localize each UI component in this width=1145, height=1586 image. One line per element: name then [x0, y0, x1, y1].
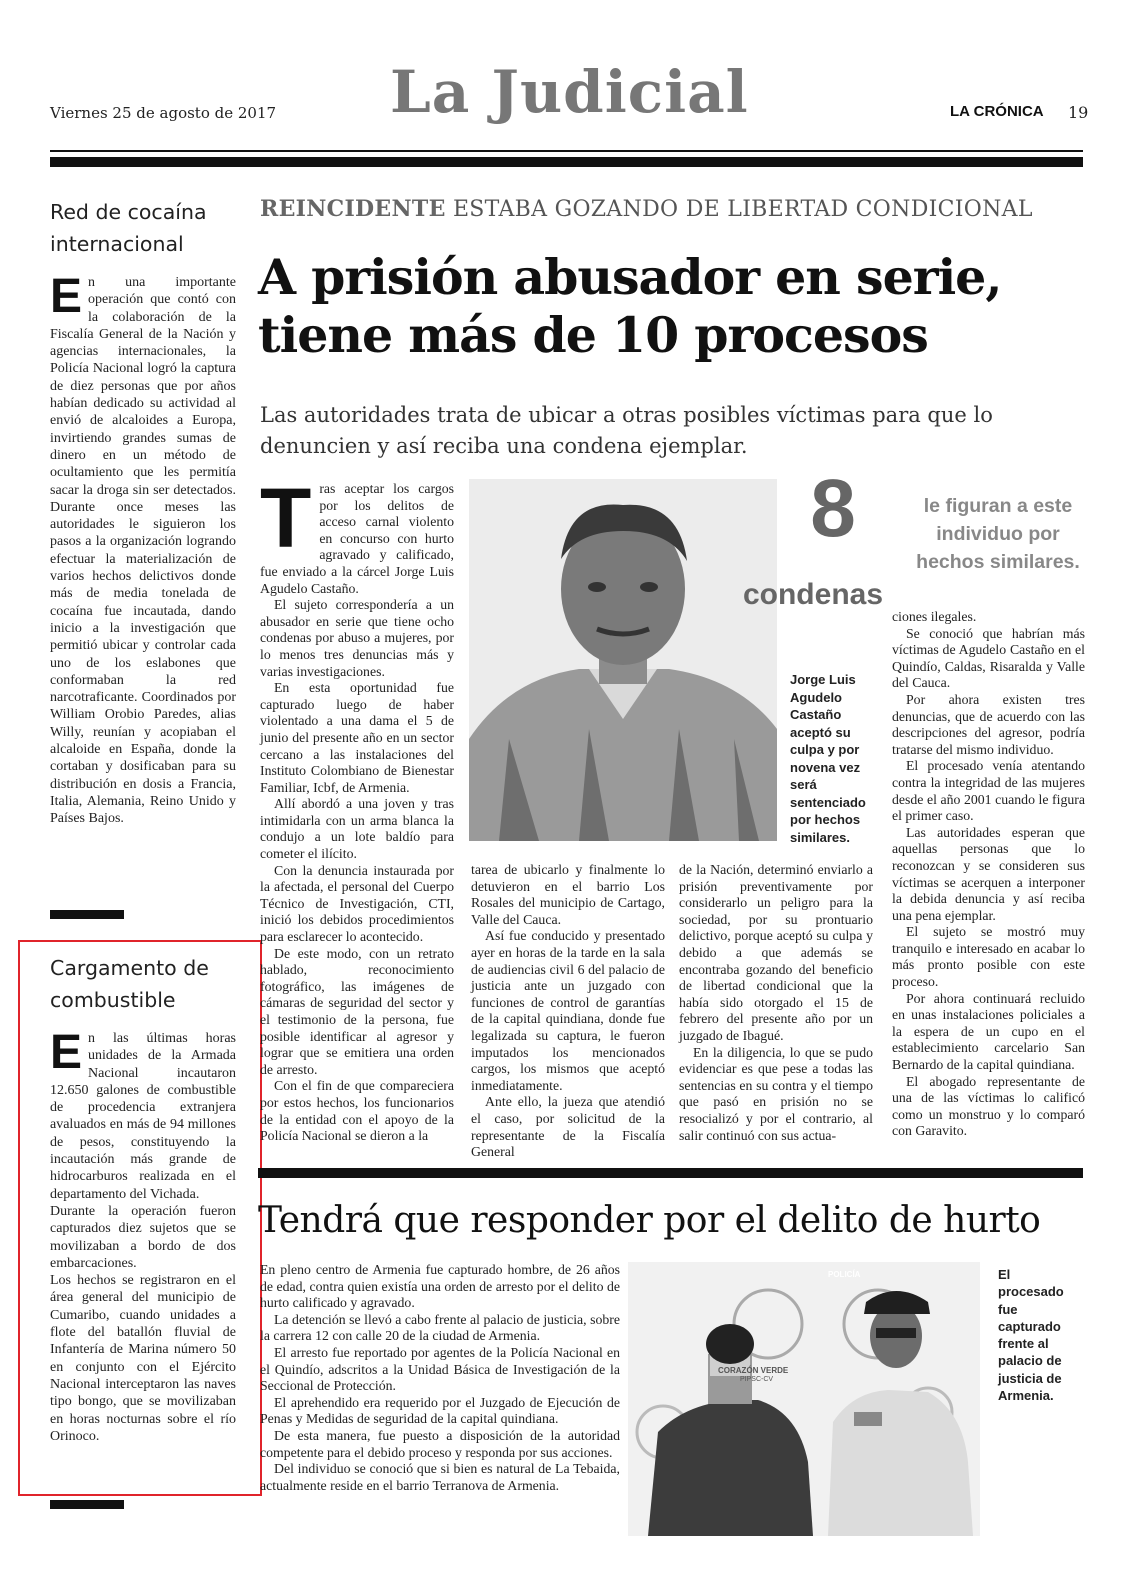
arrest-photo-caption: El procesado fue capturado frente al palacio de justicia de Armenia. [998, 1267, 1064, 1404]
banner-left-text: CORAZÓN VERDE [718, 1366, 789, 1375]
sidebar-story1-text: n una importante operación que contó con la colaboración de la Fiscalía General de la Nación y agencias internacionales, la Policía Nacional logró la captura de diez personas que por años habían dedicado su actividad al envió de alcaloides a Europa, invirtiendo grandes sumas de dinero en un método de ocultamiento que les permitía sacar la droga sin ser detectados. Durante once meses las autoridades le siguieron los pasos a la organización logrando efectuar la materialización de varios hechos delictivos donde más de media tonelada de cocaína fue incautada, dando inicio a la investigación que permitió ubicar y controlar cada uno de los eslabones que conformaban la red narcotraficante. Coordinados por William Orobio Paredes, alias Willy, reunían y acopiaban el alcaloide en España, donde la cortaban y dosificaban para su distribución en dosis a Francia, Italia, Alemania, Reino Unido y Países Bajos. [50, 275, 236, 827]
col4-p1: ciones ilegales. [892, 609, 977, 624]
secondary-headline: Tendrá que responder por el delito de hurto [258, 1200, 1041, 1241]
col4-p5: Las autoridades esperan que aquellas personas que lo reconozcan y se consideren sus víctimas se acerquen a interponer la debida denuncia y así reciba una pena ejemplar. [892, 824, 1085, 923]
headline-line2: tiene más de 10 procesos [258, 306, 928, 364]
sidebar-story1-title-line2: internacional [50, 232, 184, 256]
col3-p2: En la diligencia, lo que se pudo evidenciar es que pese a todas las sentencias en su contra y el tiempo que pasó en prisión no se resocializó y por el contrario, al salir continuó con sus actua- [679, 1044, 873, 1143]
col4-p4: El procesado venía atentando contra la integridad de las mujeres desde el año 2001 cuando le figura el primer caso. [892, 758, 1085, 824]
col4-p8: El abogado representante de una de las víctimas lo calificó como un monstruo y lo comparó con Garavito. [892, 1073, 1085, 1139]
secondary-p6: Del individuo se conoció que si bien es natural de La Tebaida, actualmente reside en el barrio Terranova de Armenia. [260, 1461, 620, 1493]
col3-p1: de la Nación, determinó enviarlo a prisión preventivamente por considerarlo un peligro para la sociedad, por su prontuario delictivo, porque aceptó su culpa y debido a que además se encontraba gozando del beneficio de libertad condicional que la había sido otorgado el 15 de febrero del presente año por un juzgado de Ibagué. [679, 862, 873, 1043]
main-column-4 [892, 609, 1085, 1140]
header-rule-thick [50, 157, 1083, 167]
sidebar-story1-body [50, 270, 236, 828]
sidebar-separator-bottom [50, 1500, 124, 1509]
suspect-photo [469, 479, 777, 841]
sidebar-story2-p2: Durante la operación fueron capturados diez sujetos que se movilizaban a bordo de dos embarcaciones. [50, 1203, 236, 1271]
col1-p7: Con el fin de que compareciera por estos hechos, los funcionarios de la entidad con el apoyo de la Policía Nacional se dieron a la [260, 1078, 454, 1144]
arrest-photo [628, 1262, 980, 1536]
col2-p3: Ante ello, la jueza que atendió el caso, por solicitud de la representante de la Fiscalía General [471, 1094, 665, 1160]
banner-sub-text: PIPSC-CV [740, 1376, 774, 1383]
col4-p6: El sujeto se mostró muy tranquilo e interesado en acabar lo más pronto posible con este proceso. [892, 924, 1085, 990]
arrest-photo-illustration [628, 1262, 980, 1536]
col1-p1: ras aceptar los cargos por los delitos de acceso carnal violento en concurso con hurto agravado y calificado, fue enviado a la cárcel Jorge Luis Agudelo Castaño. [260, 481, 454, 596]
sidebar-story1-title-line1: Red de cocaína [50, 200, 207, 224]
page-number: 19 [1068, 103, 1089, 122]
headline-line1: A prisión abusador en serie, [258, 248, 1002, 306]
col1-p5: Con la denuncia instaurada por la afectada, el personal del Cuerpo Técnico de Investigación, CTI, inició los debidos procedimientos para esclarecer lo acontecido. [260, 862, 454, 945]
main-column-2 [471, 862, 665, 1161]
sidebar-story2-title [50, 952, 209, 1016]
sidebar-story2-p1: n las últimas horas unidades de la Armada Nacional incautaron 12.650 galones de combustible de procedencia extranjera avaluados en más de 94 millones de pesos, constituyendo la incautación más grande de hidrocarburos realizada en el departamento del Vichada. [50, 1031, 236, 1202]
section-title: La Judicial [390, 58, 749, 126]
stat-label: condenas [742, 578, 884, 611]
col4-p7: Por ahora continuará recluido en unas instalaciones policiales a la espera de un cupo en el establecimiento carcelario San Bernardo de la capital quindiana. [892, 990, 1085, 1073]
kicker-rest: ESTABA GOZANDO DE LIBERTAD CONDICIONAL [445, 197, 1033, 222]
main-deck: Las autoridades trata de ubicar a otras posibles víctimas para que lo denuncien y así reciba una condena ejemplar. [260, 403, 993, 458]
secondary-p3: El arresto fue reportado por agentes de la Policía Nacional en el Quindío, adscritos a la Unidad Básica de Investigación de la Seccional de Protección. [260, 1344, 620, 1394]
sidebar-separator [50, 910, 124, 919]
col4-p2: Se conoció que habrían más víctimas de Agudelo Castaño en el Quindío, Caldas, Risaralda y Valle del Cauca. [892, 625, 1085, 691]
suspect-photo-illustration [469, 479, 777, 841]
sidebar-story2-p3: Los hechos se registraron en el área general del municipio de Cumaribo, cuando unidades a flote del batallón fluvial de Infantería de Marina número 50 en conjunto con el Ejército Nacional interceptaron las naves tipo bongo, que se movilizaban en horas nocturnas sobre el río Orinoco. [50, 1273, 236, 1444]
main-dropcap: T [260, 471, 312, 565]
header-rule-thin [50, 150, 1083, 152]
secondary-p4: El aprehendido era requerido por el Juzgado de Ejecución de Penas y Medidas de seguridad de la capital quindiana. [260, 1394, 620, 1427]
main-kicker [260, 196, 1033, 222]
issue-date: Viernes 25 de agosto de 2017 [50, 104, 277, 122]
main-headline [258, 248, 1088, 364]
secondary-p2: La detención se llevó a cabo frente al palacio de justicia, sobre la carrera 12 con calle 20 de la ciudad de Armenia. [260, 1311, 620, 1344]
col4-p3: Por ahora existen tres denuncias, que de acuerdo con las descripciones del agresor, podría tratarse del mismo individuo. [892, 691, 1085, 757]
sidebar-story1-dropcap: E [50, 270, 83, 323]
col1-p3: En esta oportunidad fue capturado luego de haber violentado a una dama el 5 de junio del presente año en un sector cercano a las instalaciones del Instituto Colombiano de Bienestar Familiar, Icbf, de Armenia. [260, 680, 454, 795]
sidebar-story2-title-line1: Cargamento de [50, 956, 209, 980]
kicker-bold: REINCIDENTE [260, 196, 446, 222]
col1-p6: De este modo, con un retrato hablado, reconocimiento fotográfico, las imágenes de cámaras de seguridad del sector y el testimonio de la persona, fue posible identificar al agresor y lograr que se emitiera una orden de arresto. [260, 945, 454, 1077]
cap-text: POLICÍA [828, 1270, 861, 1279]
col2-p1: tarea de ubicarlo y finalmente lo detuvieron en el barrio Los Rosales del municipio de Cartago, Valle del Cauca. [471, 862, 665, 927]
main-column-1 [260, 471, 454, 1145]
col1-p2: El sujeto correspondería a un abusador en serie que tiene ocho condenas por abuso a mujeres, por lo menos tres denuncias más y varias investigaciones. [260, 597, 454, 679]
secondary-p5: De esta manera, fue puesto a disposición de la autoridad competente para el debido proceso y responda por sus acciones. [260, 1427, 620, 1460]
sidebar-story2-title-line2: combustible [50, 988, 176, 1012]
sidebar-story2-dropcap: E [50, 1026, 83, 1079]
newspaper-name: LA CRÓNICA [950, 103, 1044, 120]
suspect-photo-caption: Jorge Luis Agudelo Castaño aceptó su culpa y por novena vez será sentenciado por hechos similares. [790, 672, 866, 845]
sidebar-story2-body [50, 1026, 236, 1445]
secondary-rule [258, 1168, 1083, 1178]
col1-p4: Allí abordó a una joven y tras intimidarla con un arma blanca la condujo a un lote baldío para cometer el ilícito. [260, 796, 454, 862]
main-column-3 [679, 862, 873, 1144]
col2-p2: Así fue conducido y presentado ayer en horas de la tarde en la sala de audiencias civil 6 del palacio de justicia ante un juzgado con funciones de control de garantías de la capital quindiana, donde fue legalizada su captura, le fueron imputados los mencionados cargos, los mismos que aceptó inmediatamente. [471, 928, 665, 1093]
sidebar-story1-title [50, 196, 207, 260]
stat-number: 8 [810, 463, 856, 554]
secondary-body [260, 1262, 620, 1494]
pull-quote: le figuran a este individuo por hechos similares. [916, 495, 1080, 573]
secondary-p1: En pleno centro de Armenia fue capturado hombre, de 26 años de edad, contra quien existía una orden de arresto por el delito de hurto calificado y agravado. [260, 1262, 620, 1311]
